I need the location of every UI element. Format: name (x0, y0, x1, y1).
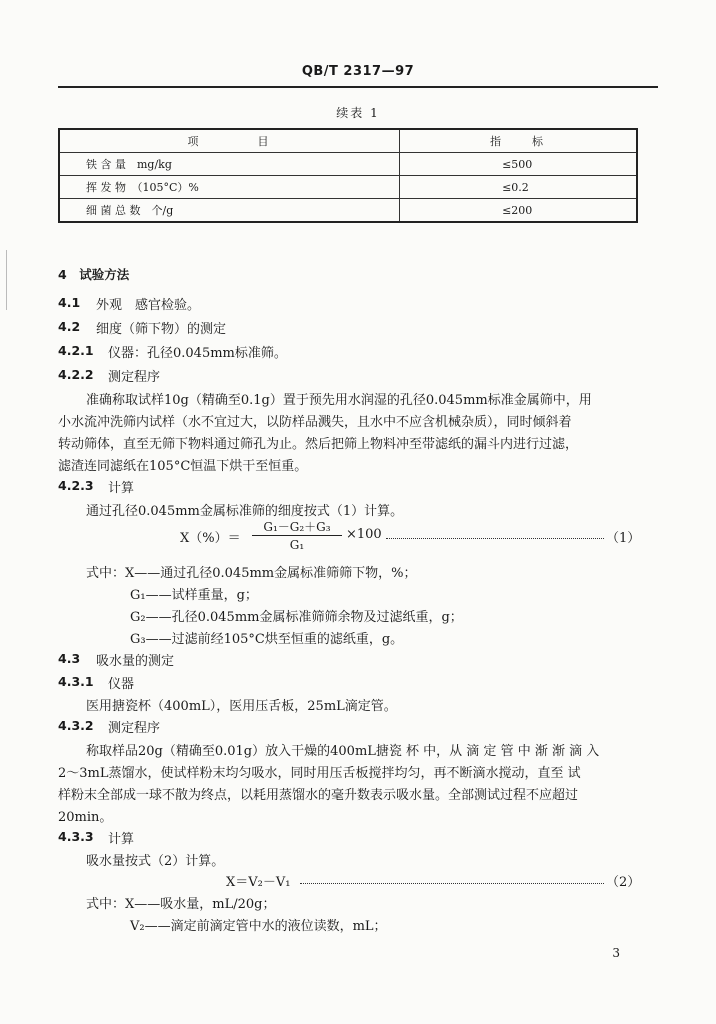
section-4-2-2-number: 4.2.2 (58, 367, 94, 382)
section-4-2-3-number: 4.2.3 (58, 478, 94, 493)
paragraph-line: 小水流冲洗筛内试样（水不宜过大，以防样品溅失，且水中不应含机械杂质），同时倾斜着 (58, 415, 572, 430)
section-4-2-2-text: 测定程序 (108, 370, 161, 385)
section-4-1-text: 外观 感官检验。 (96, 298, 201, 313)
leader-dots (386, 538, 604, 539)
section-4-2-number: 4.2 (58, 319, 81, 334)
where-clause-2: 式中：X——吸水量，mL/20g； (86, 897, 276, 912)
section-4-3-1-text: 仪器 (108, 677, 135, 692)
section-4-3-2-text: 测定程序 (108, 721, 161, 736)
row-value: ≤0.2 (400, 176, 637, 199)
header-rule (58, 86, 658, 88)
leader-dots (300, 883, 604, 884)
section-4-3-2-number: 4.3.2 (58, 718, 94, 733)
section-4-heading: 4 试验方法 (58, 267, 130, 282)
equation-1-number: （1） (606, 531, 641, 546)
table-caption: 续表 1 (336, 106, 380, 120)
section-4-2-3-text: 计算 (108, 481, 135, 496)
page-number: 3 (612, 946, 620, 960)
paragraph-line: 转动筛体，直至无筛下物料通过筛孔为止。然后把筛上物料冲至带滤纸的漏斗内进行过滤， (58, 437, 579, 452)
paragraph-line: 2～3mL蒸馏水，使试样粉末均匀吸水，同时用压舌板搅拌均匀，再不断滴水搅动，直至 试 (58, 766, 581, 781)
equation-1-denominator: G₁ (289, 538, 305, 552)
section-4-2-text: 细度（筛下物）的测定 (96, 322, 227, 337)
row-item: 铁 含 量 mg/kg (59, 153, 400, 176)
table-row (59, 176, 637, 199)
table-row (59, 199, 637, 223)
paragraph-line: 滤渣连同滤纸在105°C恒温下烘干至恒重。 (58, 459, 308, 474)
equation-2-number: （2） (606, 875, 641, 890)
variable-def-g2: G₂——孔径0.045mm金属标准筛筛余物及过滤纸重，g； (130, 610, 463, 625)
section-4-2-1-number: 4.2.1 (58, 343, 94, 358)
section-4-3-number: 4.3 (58, 651, 81, 666)
fraction-bar (252, 535, 342, 536)
equation-2: X＝V₂－V₁ (226, 875, 291, 890)
instrument-list: 医用搪瓷杯（400mL），医用压舌板，25mL滴定管。 (86, 699, 397, 714)
where-clause-1: 式中：X——通过孔径0.045mm金属标准筛筛下物，%； (86, 566, 417, 581)
variable-def-g1: G₁——试样重量，g； (130, 588, 258, 603)
variable-def-v2: V₂——滴定前滴定管中水的液位读数，mL； (130, 919, 387, 934)
equation-1-lhs: X（%）＝ (180, 531, 241, 546)
document-id: QB/T 2317—97 (301, 64, 415, 79)
equation-1-numerator: G₁－G₂＋G₃ (263, 520, 331, 534)
spec-table (58, 128, 638, 223)
section-4-2-1-text: 仪器：孔径0.045mm标准筛。 (108, 346, 287, 361)
row-value: ≤200 (400, 199, 637, 223)
paragraph-line: 称取样品20g（精确至0.01g）放入干燥的400mL搪瓷 杯 中，从 滴 定 管 中 渐 渐 滴 入 (86, 744, 600, 759)
row-item: 细 菌 总 数 个/g (59, 199, 400, 223)
row-value: ≤500 (400, 153, 637, 176)
paragraph-line: 准确称取试样10g（精确至0.1g）置于预先用水润湿的孔径0.045mm标准金属筛中，用 (86, 393, 592, 408)
col-index-header: 指 标 (400, 129, 637, 153)
scan-artifact (6, 250, 7, 310)
section-4-1-number: 4.1 (58, 295, 81, 310)
table-row (59, 153, 637, 176)
col-item-header: 项 目 (59, 129, 400, 153)
section-4-3-3-number: 4.3.3 (58, 829, 94, 844)
calc-intro-2: 吸水量按式（2）计算。 (86, 854, 225, 869)
row-item: 挥 发 物 （105°C）% (59, 176, 400, 199)
table-header-row (59, 129, 637, 153)
variable-def-g3: G₃——过滤前经105°C烘至恒重的滤纸重，g。 (130, 632, 404, 647)
section-4-3-1-number: 4.3.1 (58, 674, 94, 689)
section-4-3-3-text: 计算 (108, 832, 135, 847)
calc-intro-1: 通过孔径0.045mm金属标准筛的细度按式（1）计算。 (86, 504, 404, 519)
section-4-3-text: 吸水量的测定 (96, 654, 175, 669)
paragraph-line: 20min。 (58, 810, 113, 825)
paragraph-line: 样粉末全部成一球不散为终点，以耗用蒸馏水的毫升数表示吸水量。全部测试过程不应超过 (58, 788, 579, 803)
equation-1-factor: ×100 (346, 527, 382, 542)
